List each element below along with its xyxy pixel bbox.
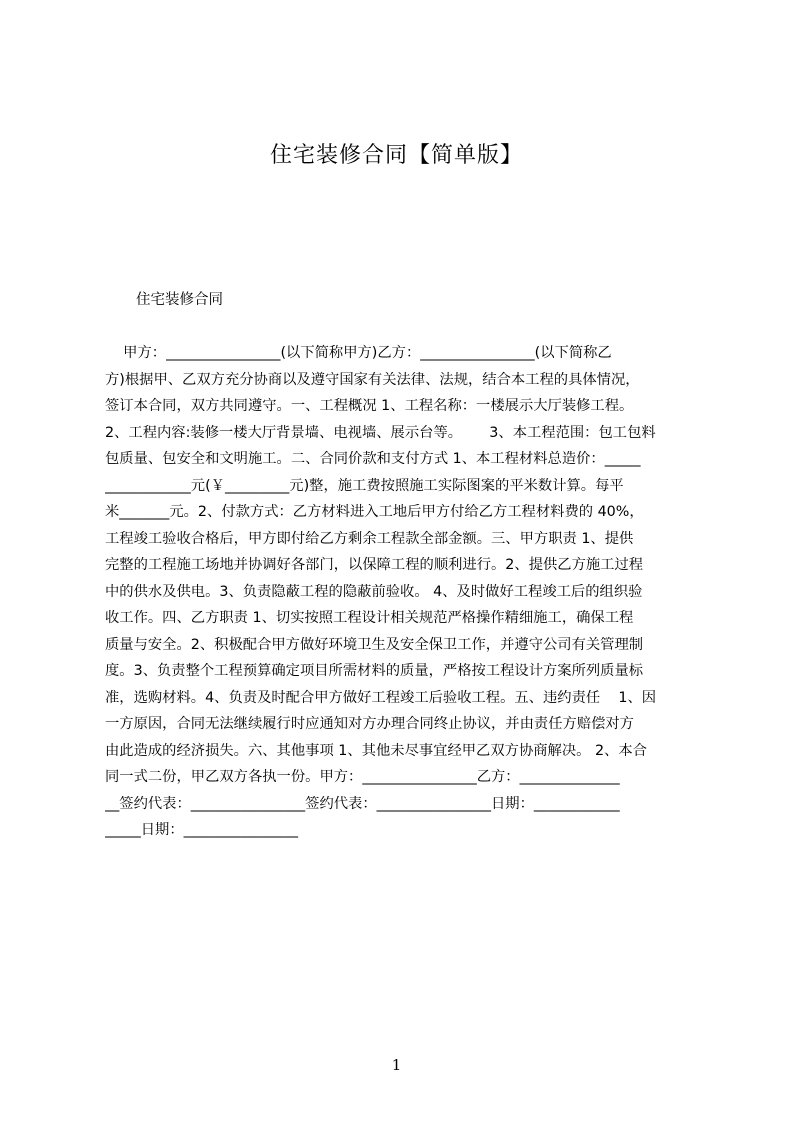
contract-body [105,340,697,860]
body-line: 一方原因，合同无法继续履行时应通知对方办理合同终止协议，并由责任方赔偿对方 [105,716,634,732]
contract-heading: 住宅装修合同 [136,292,223,308]
body-line: 中的供水及供电。3、负责隐蔽工程的隐蔽前验收。 4、及时做好工程竣工后的组织验 [105,583,643,600]
body-line: 2、工程内容:装修一楼大厅背景墙、电视墙、展示台等。 3、本工程范围：包工包料 [105,424,656,441]
body-line: 度。3、负责整个工程预算确定项目所需材料的质量，严格按工程设计方案所列质量标 [105,663,644,679]
body-line: 方)根据甲、乙双方充分协商以及遵守国家有关法律、法规，结合本工程的具体情况， [105,371,640,388]
body-line: 签订本合同，双方共同遵守。一、工程概况 1、工程名称：一楼展示大厅装修工程。 [105,398,634,414]
page-number: 1 [391,1056,402,1074]
body-line: 工程竣工验收合格后，甲方即付给乙方剩余工程款全部金额。三、甲方职责 1、提供 [105,530,634,547]
body-line: 米_______元。2、付款方式：乙方材料进入工地后甲方付给乙方工程材料费的 40%， [105,504,644,520]
body-line: ____________元(￥_________元)整，施工费按照施工实际图案的平米数计算。每平 [105,477,624,494]
body-line: 质量与安全。2、积极配合甲方做好环境卫生及安全保卫工作，并遵守公司有关管理制 [105,636,644,653]
body-line: 由此造成的经济损失。六、其他事项 1、其他未尽事宜经甲乙双方协商解决。 2、本合 [105,742,647,759]
body-line: 准，选购材料。4、负责及时配合甲方做好工程竣工后验收工程。五、违约责任 1、因 [105,689,657,706]
body-line: 甲方：________________(以下简称甲方)乙方：________________(以下简称乙 [105,345,612,361]
body-line: 完整的工程施工场地并协调好各部门，以保障工程的顺利进行。2、提供乙方施工过程 [105,557,644,573]
body-line: 包质量、包安全和文明施工。二、合同价款和支付方式 1、本工程材料总造价：_____ [105,451,641,467]
body-line: _____日期：________________ [105,822,299,838]
document-title: 住宅装修合同【简单版】 [269,143,523,168]
body-line: __签约代表：________________签约代表：________________日期：____________ [105,795,620,812]
body-line: 收工作。四、乙方职责 1、切实按照工程设计相关规范严格操作精细施工，确保工程 [105,610,634,626]
body-line: 同一式二份，甲乙双方各执一份。甲方：________________乙方：______________ [105,769,620,785]
